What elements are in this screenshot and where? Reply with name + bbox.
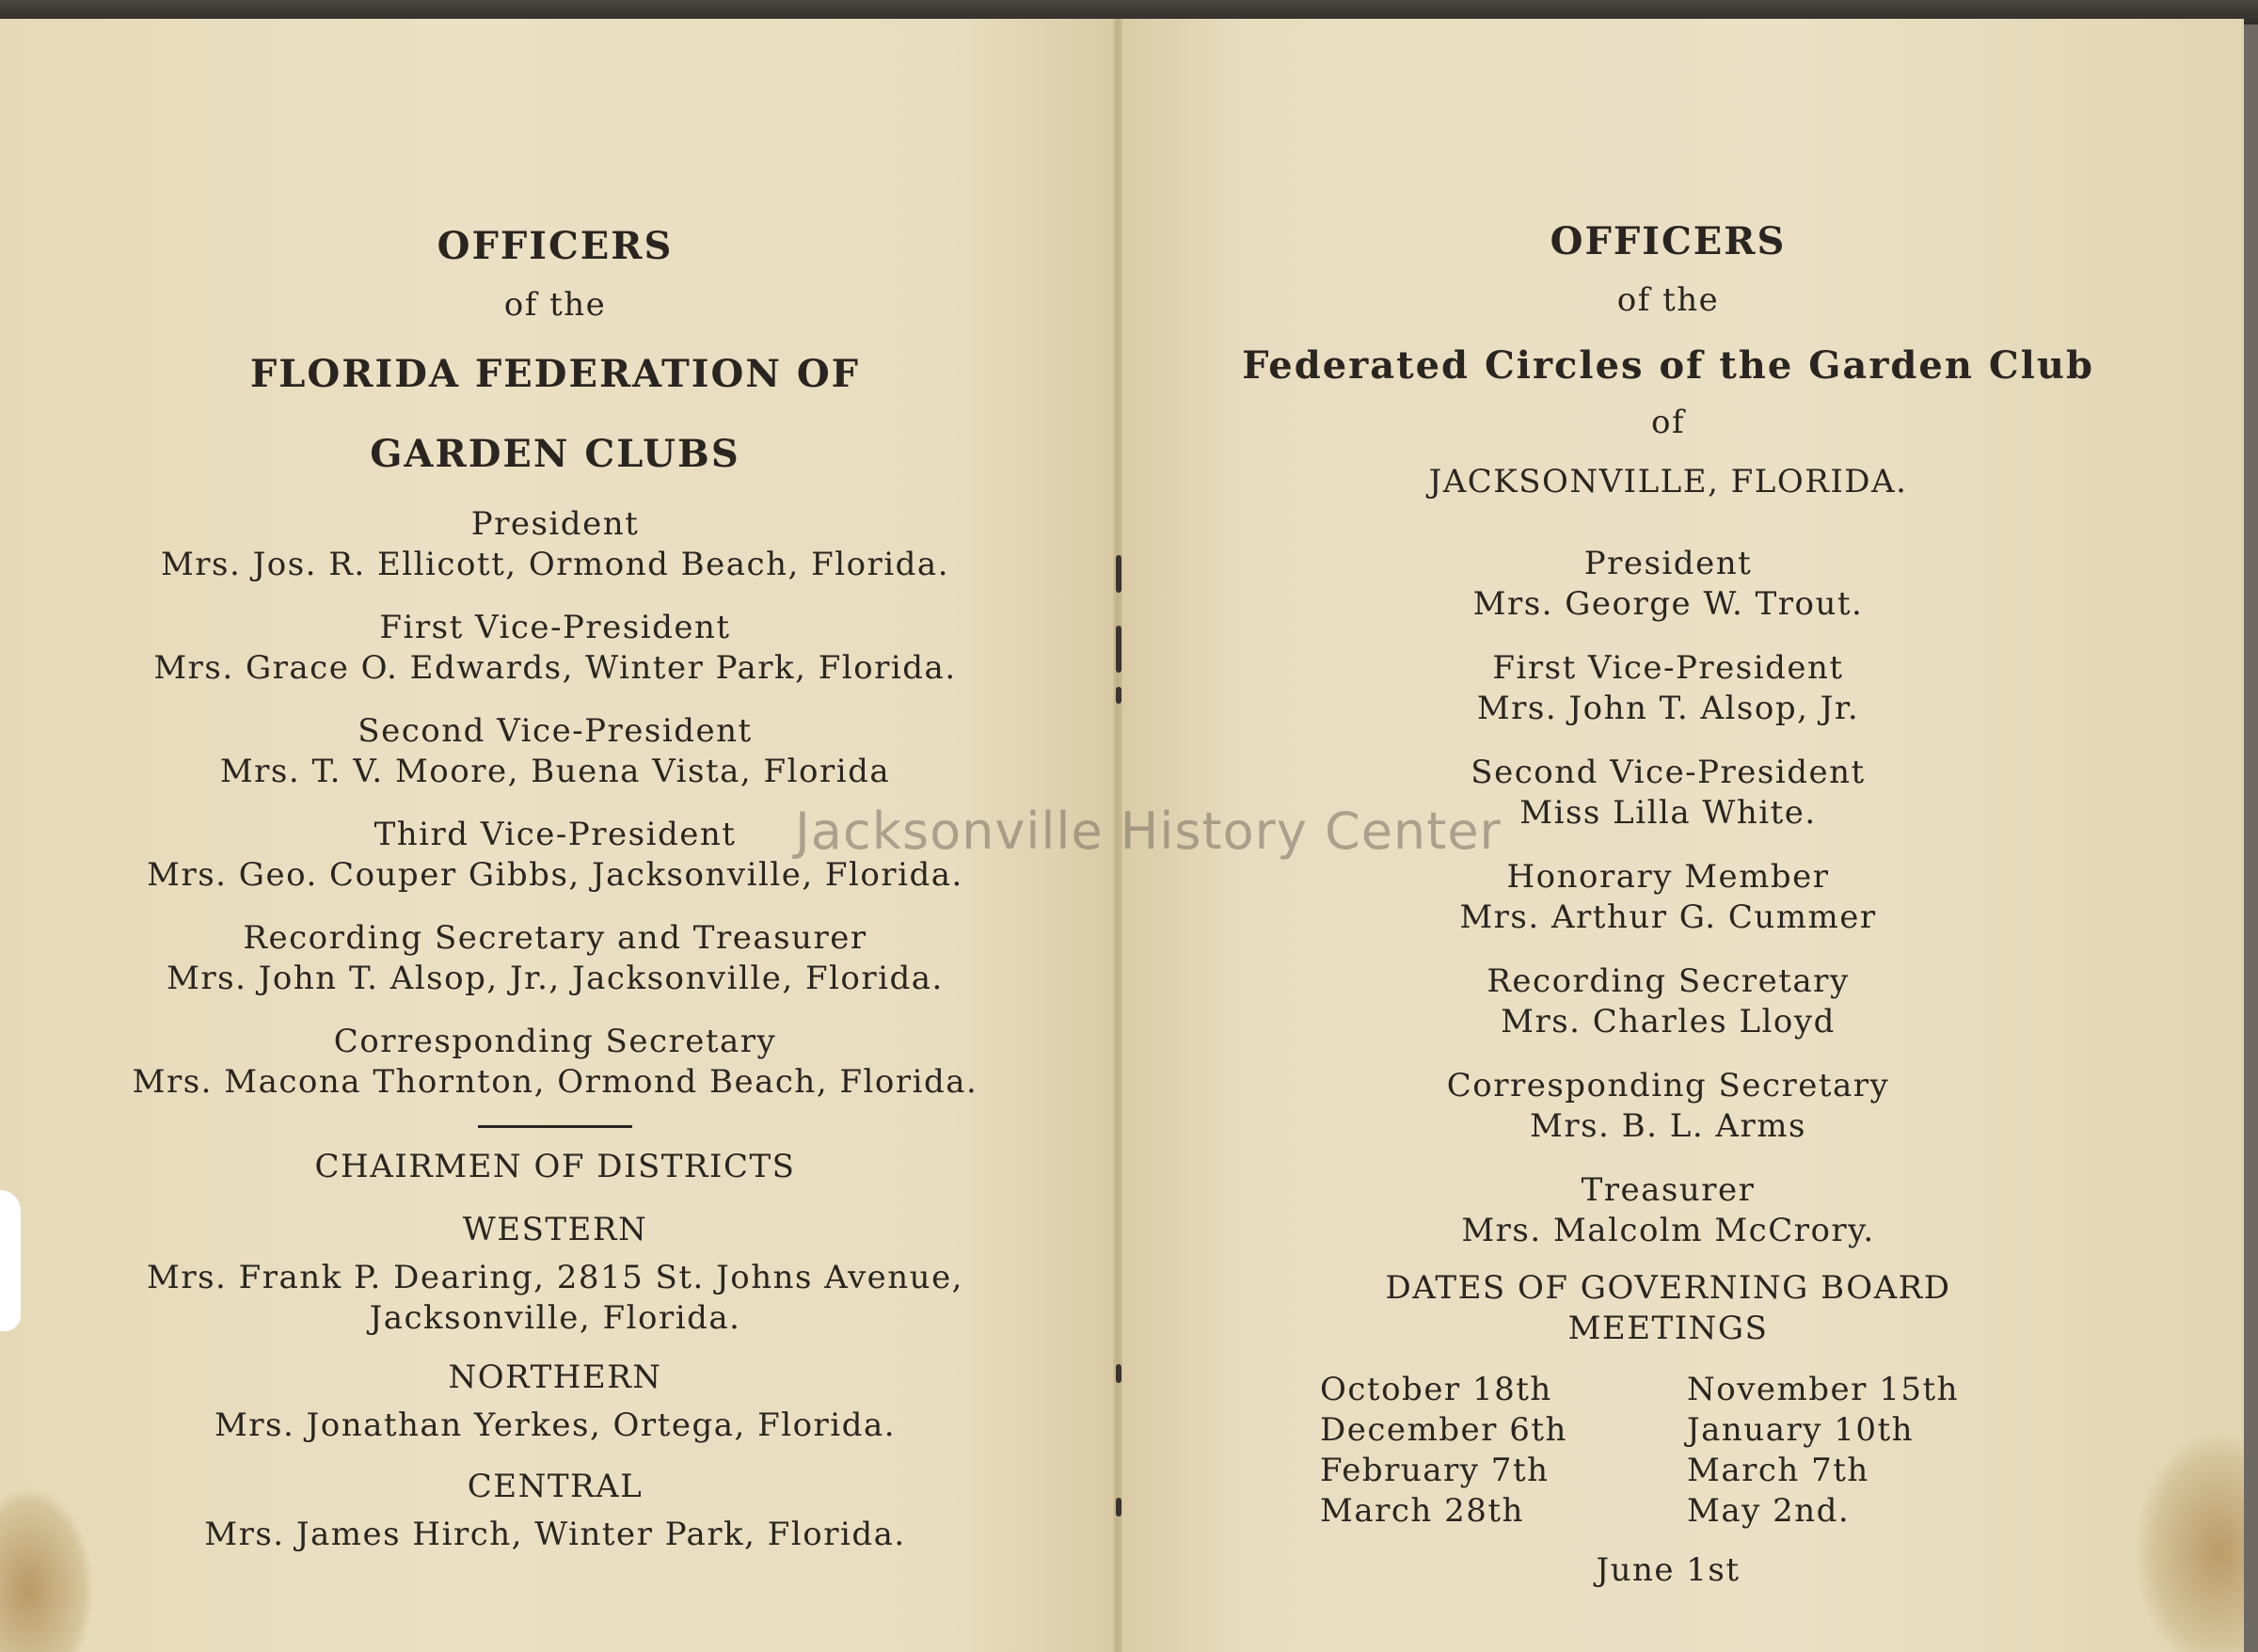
officer-role: Second Vice-President bbox=[1471, 754, 1866, 791]
district-chair: Mrs. Frank P. Dearing, 2815 St. Johns Avenue, bbox=[147, 1259, 963, 1296]
officer-role: First Vice-President bbox=[1492, 649, 1844, 687]
officer-name: Mrs. John T. Alsop, Jr., Jacksonville, Florida. bbox=[167, 960, 944, 997]
officer-name: Mrs. Geo. Couper Gibbs, Jacksonville, Florida. bbox=[147, 856, 963, 894]
left-officers-section bbox=[38, 226, 1073, 1555]
meeting-date: January 10th bbox=[1687, 1411, 1915, 1449]
officer-role: Corresponding Secretary bbox=[1446, 1067, 1890, 1104]
right-officer-entry bbox=[1137, 544, 2200, 625]
officer-name: Mrs. Macona Thornton, Ormond Beach, Florida. bbox=[132, 1063, 978, 1101]
officer-name: Mrs. Arthur G. Cummer bbox=[1459, 898, 1877, 936]
officer-role: Third Vice-President bbox=[374, 816, 737, 853]
left-officer-entry bbox=[38, 711, 1073, 792]
right-heading: OFFICERS bbox=[1550, 219, 1787, 263]
binding-stitch bbox=[1116, 555, 1121, 593]
left-heading: OFFICERS bbox=[437, 224, 674, 268]
left-officer-entry bbox=[38, 918, 1073, 999]
meeting-date: December 6th bbox=[1320, 1411, 1567, 1449]
right-officer-entry bbox=[1137, 961, 2200, 1042]
watermark: Jacksonville History Center bbox=[795, 802, 1502, 861]
meeting-dates-column-right bbox=[1687, 1370, 2016, 1532]
left-of-the: of the bbox=[503, 286, 607, 324]
right-officer-entry bbox=[1137, 1066, 2200, 1147]
meeting-date: March 28th bbox=[1320, 1492, 1524, 1530]
officer-role: Second Vice-President bbox=[358, 712, 753, 750]
officer-role: Corresponding Secretary bbox=[333, 1023, 777, 1060]
binding-stitch bbox=[1116, 687, 1121, 704]
district-entry bbox=[38, 1358, 1073, 1446]
district-entry bbox=[38, 1467, 1073, 1555]
right-officer-entry bbox=[1137, 1170, 2200, 1251]
officer-name: Mrs. Malcolm McCrory. bbox=[1461, 1212, 1875, 1249]
left-officer-entry bbox=[38, 1022, 1073, 1103]
district-chair: Mrs. James Hirch, Winter Park, Florida. bbox=[204, 1516, 906, 1553]
officer-name: Mrs. T. V. Moore, Buena Vista, Florida bbox=[219, 753, 891, 790]
officer-role: President bbox=[1583, 545, 1753, 582]
right-officer-entry bbox=[1137, 648, 2200, 729]
district-name: CENTRAL bbox=[467, 1468, 644, 1505]
meetings-heading-line1: DATES OF GOVERNING BOARD bbox=[1385, 1269, 1951, 1307]
right-officers-section bbox=[1137, 221, 2200, 1591]
district-entry bbox=[38, 1210, 1073, 1339]
left-org-line2: GARDEN CLUBS bbox=[370, 432, 740, 476]
binding-stitch bbox=[1116, 626, 1121, 673]
districts-heading: CHAIRMEN OF DISTRICTS bbox=[314, 1148, 796, 1185]
officer-name: Miss Lilla White. bbox=[1519, 794, 1817, 832]
meeting-date: October 18th bbox=[1320, 1371, 1552, 1408]
meeting-date: February 7th bbox=[1320, 1452, 1550, 1489]
left-officer-entry bbox=[38, 504, 1073, 585]
officer-role: Treasurer bbox=[1581, 1171, 1756, 1209]
meeting-date: May 2nd. bbox=[1687, 1492, 1851, 1530]
meeting-date: November 15th bbox=[1687, 1371, 1960, 1408]
officer-name: Mrs. Grace O. Edwards, Winter Park, Florida. bbox=[153, 649, 957, 687]
right-of: of bbox=[1650, 404, 1686, 441]
left-officer-entry bbox=[38, 608, 1073, 689]
district-chair-city: Jacksonville, Florida. bbox=[369, 1299, 741, 1337]
right-officer-list bbox=[1137, 544, 2200, 1251]
officer-name: Mrs. Charles Lloyd bbox=[1501, 1003, 1836, 1040]
right-org-line1: Federated Circles of the Garden Club bbox=[1242, 343, 2094, 388]
officer-role: President bbox=[470, 505, 640, 543]
officer-role: Honorary Member bbox=[1506, 858, 1830, 896]
left-org-line1: FLORIDA FEDERATION OF bbox=[249, 352, 861, 396]
officer-role: Recording Secretary bbox=[1487, 962, 1850, 1000]
meeting-dates-column-left bbox=[1320, 1370, 1649, 1532]
officer-name: Mrs. John T. Alsop, Jr. bbox=[1476, 690, 1860, 727]
torn-edge bbox=[0, 1190, 21, 1331]
district-name: NORTHERN bbox=[448, 1358, 662, 1396]
meeting-dates bbox=[1320, 1370, 2016, 1532]
meeting-date: March 7th bbox=[1687, 1452, 1869, 1489]
right-of-the: of the bbox=[1616, 281, 1720, 319]
meetings-heading-line2: MEETINGS bbox=[1567, 1310, 1769, 1347]
officer-name: Mrs. George W. Trout. bbox=[1472, 585, 1864, 623]
right-org-line2: JACKSONVILLE, FLORIDA. bbox=[1428, 463, 1908, 500]
officer-role: First Vice-President bbox=[379, 609, 731, 646]
section-divider bbox=[478, 1125, 632, 1128]
officer-name: Mrs. B. L. Arms bbox=[1530, 1107, 1806, 1145]
right-officer-entry bbox=[1137, 857, 2200, 938]
officer-role: Recording Secretary and Treasurer bbox=[243, 919, 867, 957]
binding-stitch bbox=[1116, 1498, 1121, 1517]
district-name: WESTERN bbox=[462, 1211, 648, 1248]
officer-name: Mrs. Jos. R. Ellicott, Ormond Beach, Florida. bbox=[160, 546, 950, 583]
district-chair: Mrs. Jonathan Yerkes, Ortega, Florida. bbox=[214, 1406, 897, 1444]
meeting-date-last: June 1st bbox=[1596, 1551, 1741, 1589]
binding-stitch bbox=[1116, 1364, 1121, 1383]
